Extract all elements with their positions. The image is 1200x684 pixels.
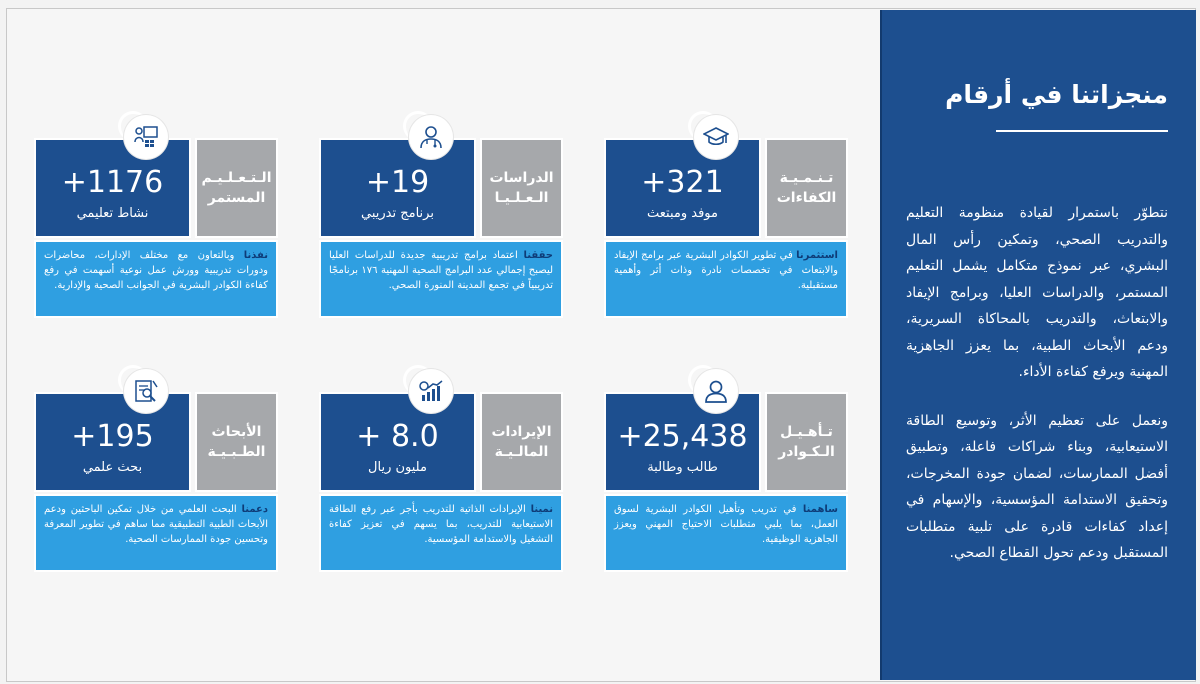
intro-panel xyxy=(880,10,1196,680)
icon-badge xyxy=(118,365,170,417)
stat-unit: برنامج تدريبي xyxy=(361,206,434,221)
stat-value: + 8.0 xyxy=(356,419,439,454)
desc-text: وبالتعاون مع مختلف الإدارات، محاضرات ودورات تدريبية وورش عمل نوعية أسهمت في رفع كفاءة الكوادر البشرية في الجوانب الصحية والإدارية. xyxy=(44,250,268,291)
intro-text xyxy=(906,200,1168,589)
stat-unit: موفد ومبتعث xyxy=(647,206,718,221)
stat-description xyxy=(604,494,848,572)
stat-description xyxy=(34,494,278,572)
user-icon xyxy=(703,378,729,404)
desc-lead: دعمنا xyxy=(241,504,268,515)
stat-description xyxy=(604,240,848,318)
title-underline xyxy=(996,130,1168,132)
stat-value: +195 xyxy=(71,419,154,454)
stat-label: الإيرادات المالـيـة xyxy=(480,392,563,492)
revenue-chart-icon xyxy=(418,378,444,404)
icon-badge xyxy=(118,111,170,163)
stat-value: +25,438 xyxy=(617,419,748,454)
intro-paragraph-2: ونعمل على تعظيم الأثر، وتوسيع الطاقة الاستيعابية، وبناء شراكات فاعلة، وتطبيق أفضل الممارسات، لضمان جودة المخرجات، وتحقيق الاستدامة المؤسسية، والإسهام في إعداد كفاءات قادرة على تلبية متطلبات المستقبل ودعم تحول القطاع الصحي. xyxy=(906,412,1168,561)
stat-unit: نشاط تعليمي xyxy=(76,206,149,221)
stat-value: +1176 xyxy=(61,165,164,200)
intro-paragraph-1: نتطوّر باستمرار لقيادة منظومة التعليم والتدريب الصحي، وتمكين رأس المال البشري، عبر نموذج متكامل يشمل التعليم المستمر، والدراسات العليا، وبرامج الإيفاد والابتعاث، والتدريب بالمحاكاة السريرية، ودعم الأبحاث الطبية، بما يعزز الجاهزية المهنية ويرفع كفاءة الأداء. xyxy=(906,205,1168,380)
desc-lead: نمينا xyxy=(530,504,553,515)
stat-card-continuing-education xyxy=(34,138,278,320)
graduation-cap-icon xyxy=(703,124,729,150)
stat-label: الأبحاث الطـبـيـة xyxy=(195,392,278,492)
stat-label: تـنـمـيـة الكفاءات xyxy=(765,138,848,238)
stat-card-workforce xyxy=(604,392,848,574)
icon-badge xyxy=(688,111,740,163)
research-report-icon xyxy=(133,378,159,404)
page-title: منجزاتنا في أرقام xyxy=(945,80,1168,109)
desc-lead: حققنا xyxy=(523,250,553,261)
stat-unit: طالب وطالبة xyxy=(647,460,718,475)
stat-label: تـأهـيـل الـكـوادر xyxy=(765,392,848,492)
desc-text: في تدريب وتأهيل الكوادر البشرية لسوق العمل، بما يلبي متطلبات الاحتياج المهني ويعزز الجاهزية الوظيفية. xyxy=(614,504,838,545)
stat-card-medical-research xyxy=(34,392,278,574)
stat-label: الدراسات الـعـلـيـا xyxy=(480,138,563,238)
doctor-icon xyxy=(418,124,444,150)
icon-badge xyxy=(403,111,455,163)
desc-lead: استثمرنا xyxy=(796,250,838,261)
desc-lead: ساهمنا xyxy=(802,504,838,515)
icon-badge xyxy=(688,365,740,417)
desc-text: اعتماد برامج تدريبية جديدة للدراسات العليا ليصبح إجمالي عدد البرامج الصحية المهنية ١٧٦ برنامجًا تدريبياً في تجمع المدينة المنورة الصحي. xyxy=(329,250,554,291)
desc-text: الإيرادات الذاتية للتدريب بأجر عبر رفع الطاقة الاستيعابية للتدريب، بما يسهم في تعزيز كفاءة التشغيل والاستدامة المؤسسية. xyxy=(329,504,553,545)
stat-description xyxy=(34,240,278,318)
desc-text: البحث العلمي من خلال تمكين الباحثين ودعم الأبحاث الطبية التطبيقية مما ساهم في تطوير المعرفة وتحسين جودة الممارسات الصحية. xyxy=(44,504,268,545)
stat-unit: مليون ريال xyxy=(368,460,427,475)
stat-card-revenue xyxy=(319,392,563,574)
stat-value: +19 xyxy=(365,165,430,200)
stat-unit: بحث علمي xyxy=(82,460,143,475)
stat-value: +321 xyxy=(641,165,724,200)
stat-label: الـتـعـلـيـم المستمر xyxy=(195,138,278,238)
stat-description xyxy=(319,494,563,572)
teacher-board-icon xyxy=(133,124,159,150)
stat-description xyxy=(319,240,563,318)
desc-text: في تطوير الكوادر البشرية عبر برامج الإيفاد والابتعاث في تخصصات نادرة وذات أثر وأهمية مستقبلية. xyxy=(614,250,838,291)
stat-card-competencies xyxy=(604,138,848,320)
icon-badge xyxy=(403,365,455,417)
stat-card-postgraduate xyxy=(319,138,563,320)
desc-lead: نفذنا xyxy=(243,250,268,261)
